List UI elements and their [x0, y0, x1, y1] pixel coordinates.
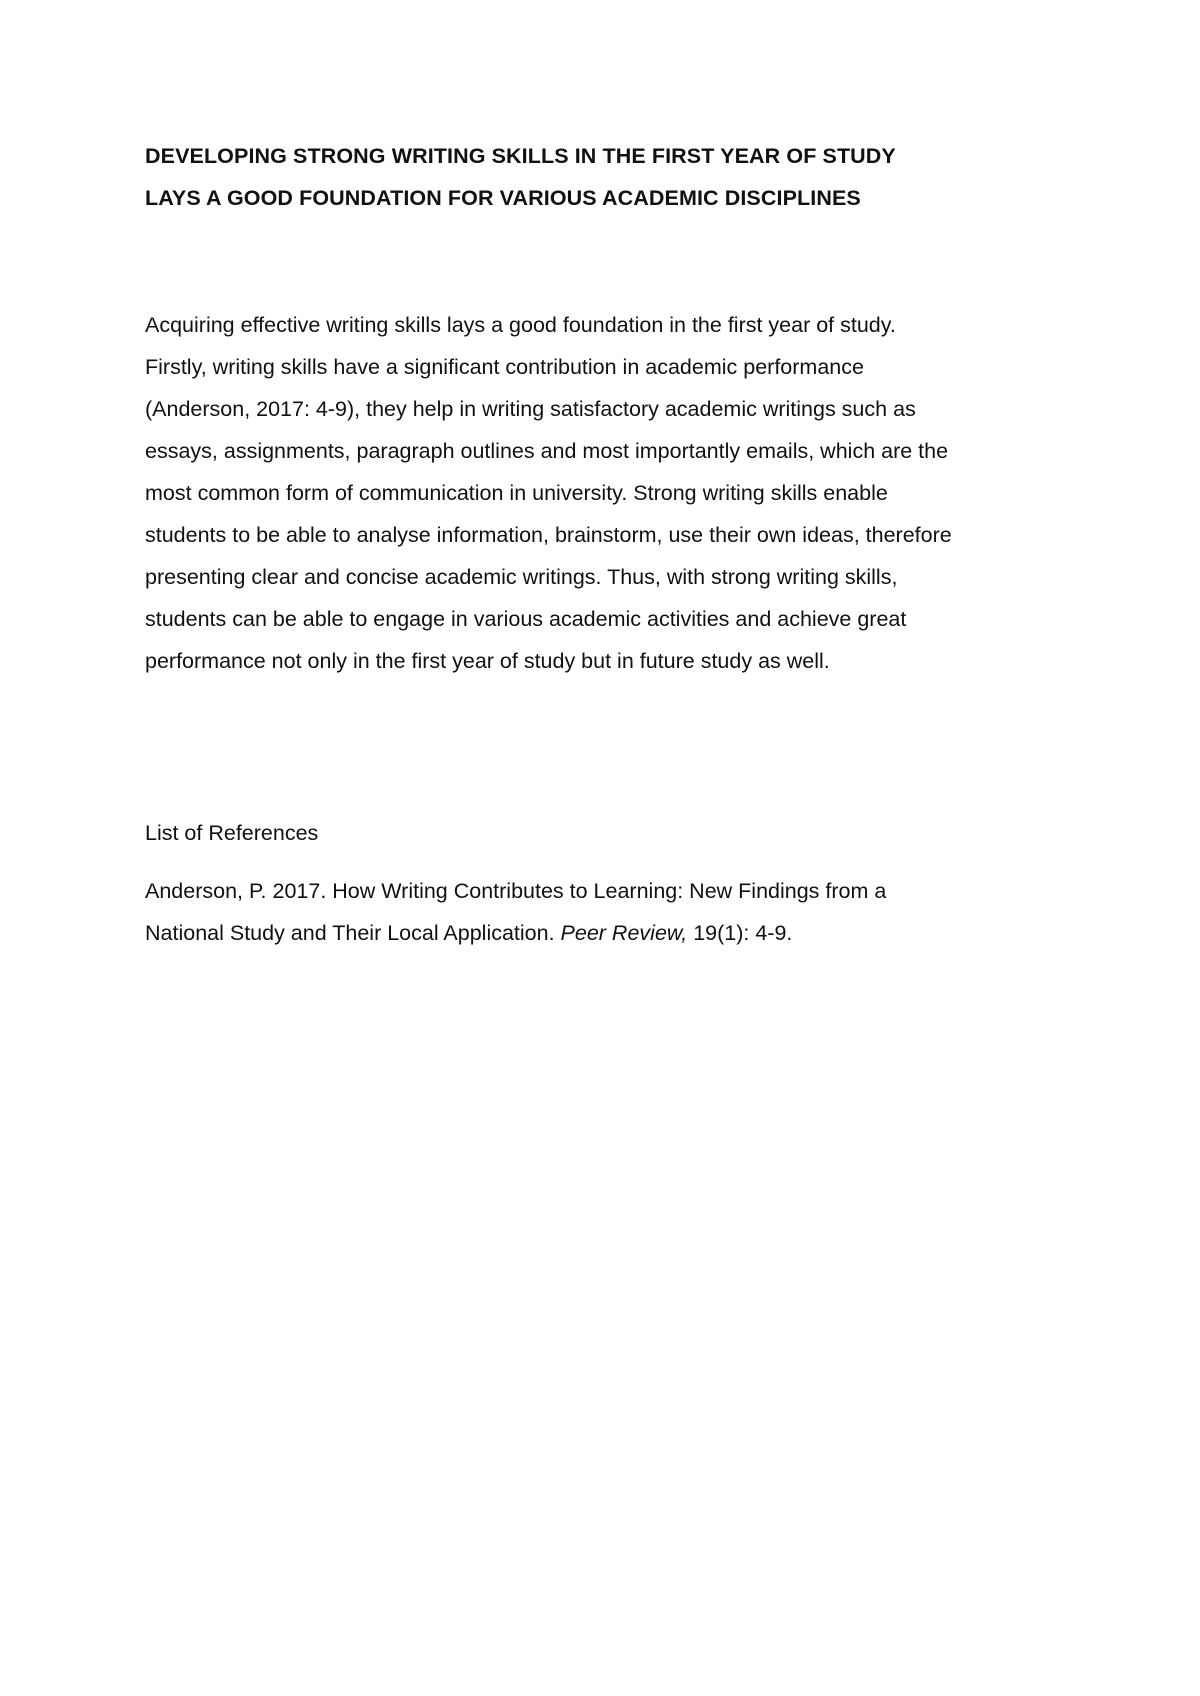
body-line: Acquiring effective writing skills lays a good foundation in the first year of study. [145, 313, 896, 337]
body-line: students can be able to engage in various academic activities and achieve great [145, 607, 907, 631]
reference-entry [145, 870, 1075, 954]
references-heading: List of References [145, 821, 319, 845]
body-line: Firstly, writing skills have a significant contribution in academic performance [145, 355, 864, 379]
document-content [145, 135, 1075, 954]
body-line: presenting clear and concise academic writings. Thus, with strong writing skills, [145, 565, 898, 589]
body-line: (Anderson, 2017: 4-9), they help in writing satisfactory academic writings such as [145, 397, 916, 421]
reference-journal-name: Peer Review, [560, 921, 688, 945]
body-line: students to be able to analyse information, brainstorm, use their own ideas, therefore [145, 523, 952, 547]
reference-title-text: National Study and Their Local Application. [145, 921, 561, 945]
reference-line-2 [145, 912, 1075, 954]
title-line-1: DEVELOPING STRONG WRITING SKILLS IN THE FIRST YEAR OF STUDY [145, 144, 896, 168]
body-paragraph [145, 304, 1075, 682]
reference-line-1: Anderson, P. 2017. How Writing Contributes to Learning: New Findings from a [145, 879, 887, 903]
document-title [145, 135, 1075, 219]
title-line-2: LAYS A GOOD FOUNDATION FOR VARIOUS ACADEMIC DISCIPLINES [145, 186, 861, 210]
body-line: performance not only in the first year of study but in future study as well. [145, 649, 830, 673]
body-line: essays, assignments, paragraph outlines and most importantly emails, which are the [145, 439, 949, 463]
body-line: most common form of communication in university. Strong writing skills enable [145, 481, 888, 505]
reference-volume-pages: 19(1): 4-9. [687, 921, 793, 945]
